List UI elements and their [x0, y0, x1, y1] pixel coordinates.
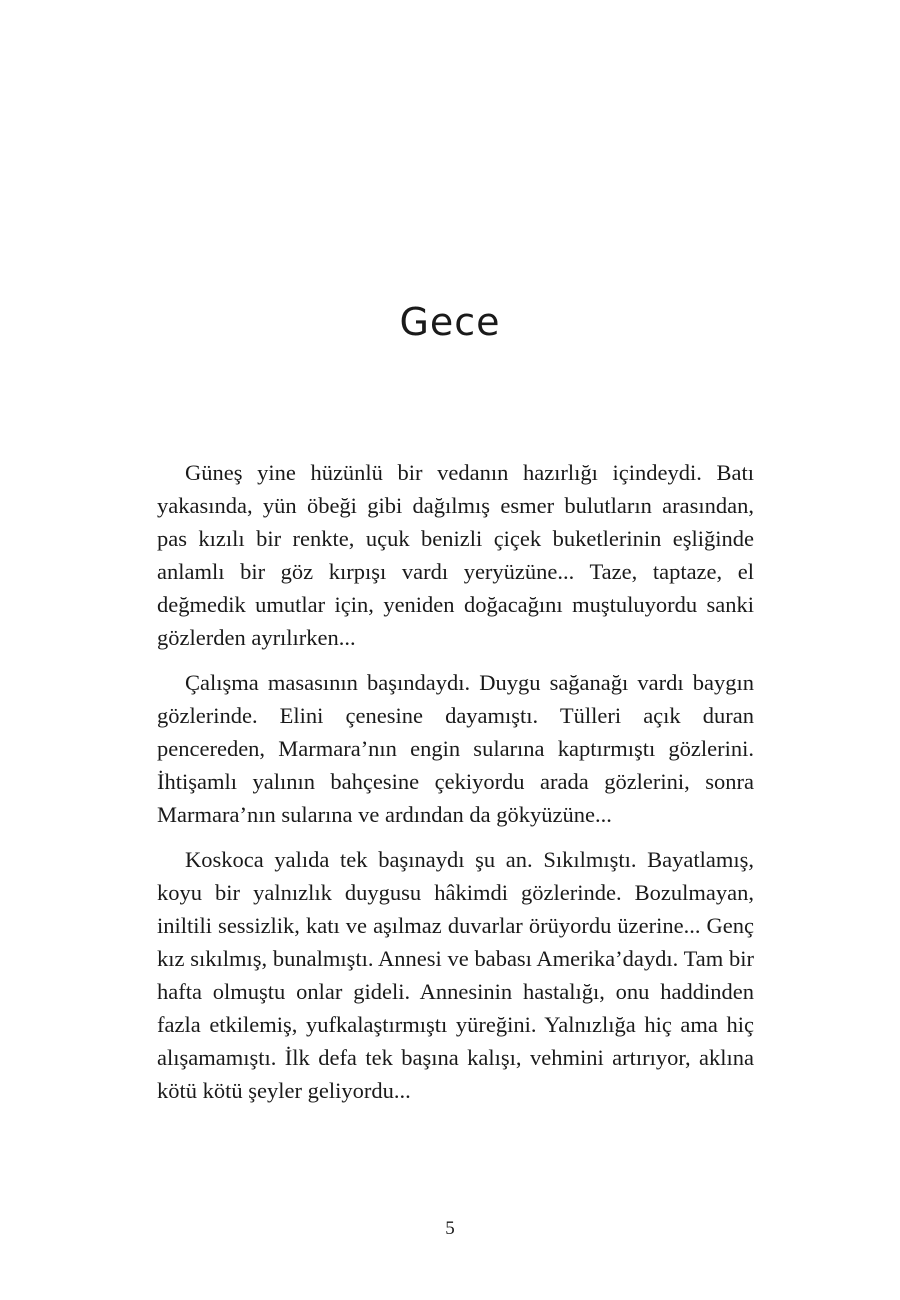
page-number: 5 [445, 1218, 455, 1239]
paragraph-3: Koskoca yalıda tek başınaydı şu an. Sıkılmıştı. Bayatlamış, koyu bir yalnızlık duygusu hâkimdi gözlerinde. Bozulmayan, iniltili sessizlik, katı ve aşılmaz duvarlar örüyordu üzerine... Genç kız sıkılmış, bunalmıştı. Annesi ve babası Amerika’daydı. Tam bir hafta olmuştu onlar gideli. Annesinin hastalığı, onu haddinden fazla etkilemiş, yufkalaştırmıştı yüreğini. Yalnızlığa hiç ama hiç alışamamıştı. İlk defa tek başına kalışı, vehmini artırıyor, aklına kötü kötü şeyler geliyordu... [157, 847, 754, 1103]
chapter-title: Gece [399, 300, 501, 344]
paragraph-2: Çalışma masasının başındaydı. Duygu sağanağı vardı baygın gözlerinde. Elini çenesine dayamıştı. Tülleri açık duran pencereden, Marmara’nın engin sularına kaptırmıştı gözlerini. İhtişamlı yalının bahçesine çekiyordu arada gözlerini, sonra Marmara’nın sularına ve ardından da gökyüzüne... [157, 670, 754, 827]
paragraph-1: Güneş yine hüzünlü bir vedanın hazırlığı içindeydi. Batı yakasında, yün öbeği gibi dağılmış esmer bulutların arasından, pas kızılı bir renkte, uçuk benizli çiçek buketlerinin eşliğinde anlamlı bir göz kırpışı vardı yeryüzüne... Taze, taptaze, el değmedik umutlar için, yeniden doğacağını muştuluyordu sanki gözlerden ayrılırken... [157, 460, 754, 650]
chapter-body [157, 456, 754, 1119]
